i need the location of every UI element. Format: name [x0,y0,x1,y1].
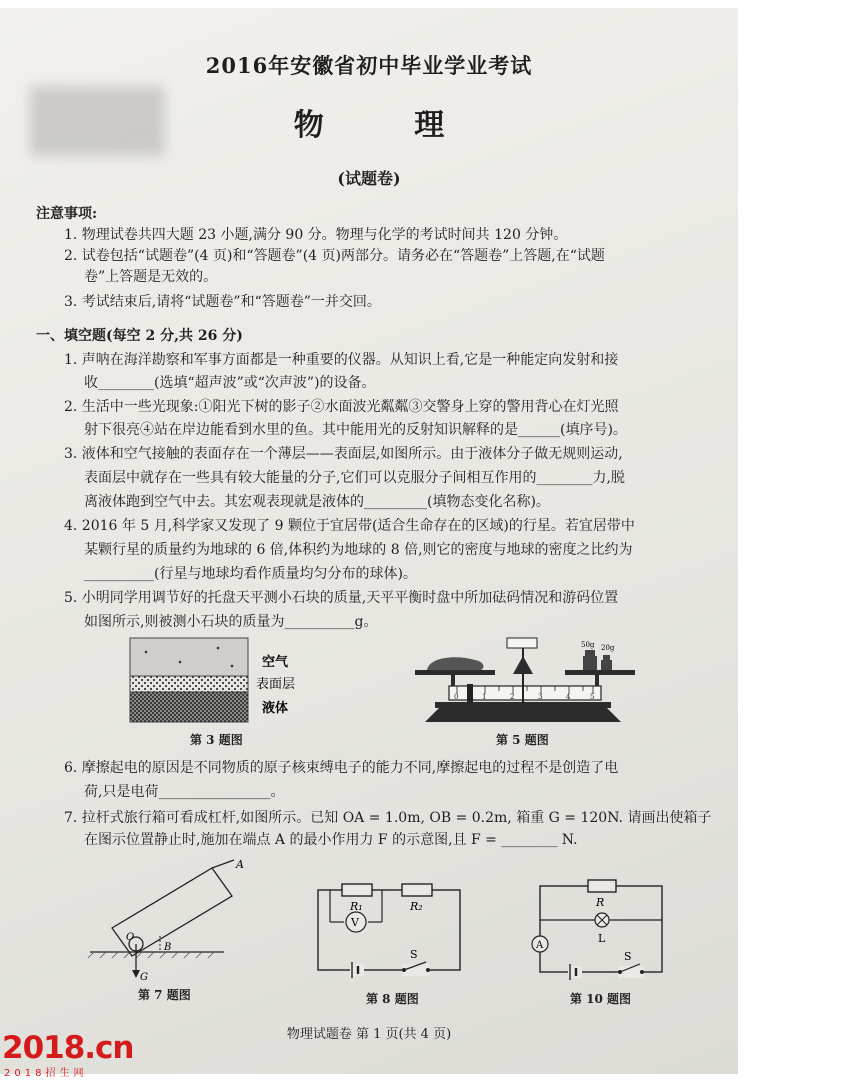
r1-label: R₁ [350,900,363,913]
label-air: 空气 [262,655,289,670]
notice-item: 卷”上答题是无效的。 [84,269,218,285]
question-line: 5. 小明同学用调节好的托盘天平测小石块的质量,天平平衡时盘中所加砝码情况和游码位置 [64,590,619,606]
label-G: G [140,972,148,983]
question-line: 离液体跑到空气中去。其宏观表现就是液体的_________(填物态变化名称)。 [84,494,550,510]
r2-label: R₂ [410,900,423,913]
voltmeter-label: V [351,916,359,929]
scale-mark: 5 [590,693,595,701]
exam-paper [0,8,738,1074]
page-footer: 物理试题卷 第 1 页(共 4 页) [286,1027,452,1042]
scale-mark: 4 [566,693,571,701]
figure-3-surface-layer [128,636,328,732]
figure-3-caption: 第 3 题图 [190,733,243,747]
question-line: 某颗行星的质量约为地球的 6 倍,体积约为地球的 8 倍,则它的密度与地球的密度之比约为 [84,542,633,558]
figure-7-suitcase [86,860,261,988]
paper-type-label: (试题卷) [337,169,401,188]
figure-10-circuit [526,876,676,984]
subject-title: 物 理 [293,108,485,143]
question-line: 在图示位置静止时,施加在端点 A 的最小作用力 F 的示意图,且 F = ________ N. [84,832,578,848]
notice-item: 2. 试卷包括“试题卷”(4 页)和“答题卷”(4 页)两部分。请务必在“答题卷”上答题,在“试题 [64,248,605,264]
label-B: B [164,942,172,953]
rider [467,684,473,702]
label-O: O [126,932,135,943]
watermark-logo: 2018.cn [2,1030,134,1066]
section-heading: 一、填空题(每空 2 分,共 26 分) [36,328,243,344]
figure-5-caption: 第 5 题图 [496,733,549,747]
question-line: 射下很亮④站在岸边能看到水里的鱼。其中能用光的反射知识解释的是______(填序号)。 [84,422,627,438]
figure-8-circuit [312,878,472,982]
label-liquid: 液体 [262,701,289,716]
exam-title: 2016年安徽省初中毕业学业考试 [205,53,533,78]
label-A: A [236,858,244,871]
ammeter-label: A [536,940,544,951]
watermark-subtitle: 2018招生网 [4,1068,88,1079]
label-surface-layer: 表面层 [256,677,296,692]
figure-8-caption: 第 8 题图 [366,992,419,1006]
question-line: 1. 声呐在海洋勘察和军事方面都是一种重要的仪器。从知识上看,它是一种能定向发射和接 [64,352,619,368]
question-line: __________(行星与地球均看作质量均匀分布的球体)。 [84,566,417,582]
scale-mark: 1 [482,693,487,701]
switch-label: S [624,950,632,963]
notice-item: 3. 考试结束后,请将“试题卷”和“答题卷”一并交回。 [64,294,381,310]
scale-mark: 0 [454,693,459,701]
scale-mark: 2 [510,693,515,701]
question-line: 荷,只是电荷________________。 [84,784,285,800]
figure-10-caption: 第 10 题图 [570,992,632,1006]
question-line: 6. 摩擦起电的原因是不同物质的原子核束缚电子的能力不同,摩擦起电的过程不是创造了电 [64,760,619,776]
notice-heading: 注意事项: [36,206,98,222]
figure-7-caption: 第 7 题图 [138,988,191,1002]
weight-label: 20g [601,644,615,652]
scale-mark: 3 [538,693,543,701]
question-line: 2. 生活中一些光现象:①阳光下树的影子②水面波光粼粼③交警身上穿的警用背心在灯光照 [64,399,619,415]
question-line: 收________(选填“超声波”或“次声波”)的设备。 [84,375,376,391]
question-line: 4. 2016 年 5 月,科学家又发现了 9 颗位于宜居带(适合生命存在的区域)的行星。若宜居带中 [64,518,635,534]
r-label: R [596,896,605,909]
question-line: 表面层中就存在一些具有较大能量的分子,它们可以克服分子间相互作用的________力,脱 [84,470,625,486]
figure-5-balance [405,634,635,730]
switch-label: S [410,948,418,961]
weight-label: 50g [581,641,595,649]
notice-item: 1. 物理试卷共四大题 23 小题,满分 90 分。物理与化学的考试时间共 120 分钟。 [64,227,568,243]
question-line: 如图所示,则被测小石块的质量为__________g。 [84,614,378,630]
question-line: 7. 拉杆式旅行箱可看成杠杆,如图所示。已知 OA = 1.0m, OB = 0.2m, 箱重 G = 120N. 请画出使箱子 [64,810,712,826]
question-line: 3. 液体和空气接触的表面存在一个薄层——表面层,如图所示。由于液体分子做无规则运动, [64,446,623,462]
lamp-label: L [598,932,606,945]
